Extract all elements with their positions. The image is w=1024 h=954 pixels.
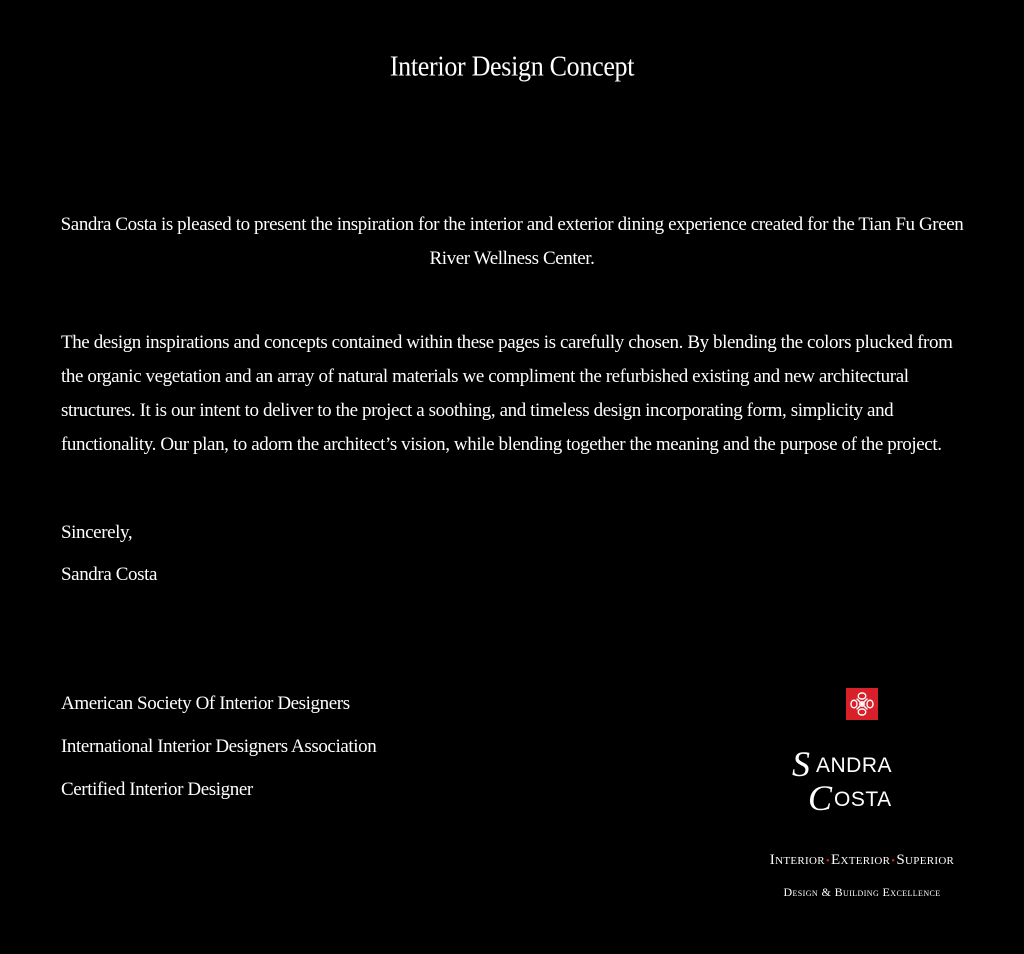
wordmark-rest-line1: ANDRA — [816, 754, 893, 777]
tagline-separator-icon: • — [891, 855, 896, 867]
closing-block — [61, 512, 157, 596]
ornamental-flourish-icon — [846, 688, 878, 720]
credential-item: International Interior Designers Association — [61, 736, 377, 757]
wordmark-initial-s: S — [792, 744, 810, 784]
brand-logo — [730, 688, 994, 908]
tagline-word: Superior — [896, 852, 955, 868]
body-paragraph: The design inspirations and concepts contained within these pages is carefully chosen. By blending the colors plucked from the organic vegetation and an array of natural materials we compliment the refurbished existing and new architectural structures. It is our intent to deliver to the project a soothing, and timeless design incorporating form, simplicity and functionality. Our plan, to adorn the architect’s vision, while blending together the meaning and the purpose of the project. — [61, 332, 953, 455]
logo-tagline — [730, 852, 994, 869]
credential-item: Certified Interior Designer — [61, 779, 253, 800]
tagline-word: Interior — [769, 852, 825, 868]
wordmark-rest-line2: OSTA — [834, 788, 892, 811]
tagline-word: Exterior — [831, 852, 891, 868]
logo-subtagline: Design & Building Excellence — [783, 885, 941, 899]
page-title: Interior Design Concept — [389, 50, 635, 83]
signature-name: Sandra Costa — [61, 564, 157, 585]
credentials-list — [61, 682, 376, 811]
brand-wordmark — [786, 732, 946, 822]
tagline-separator-icon: • — [825, 855, 830, 867]
credential-item: American Society Of Interior Designers — [61, 693, 350, 714]
intro-paragraph: Sandra Costa is pleased to present the inspiration for the interior and exterior dining experience created for the Tian Fu Green River Wellness Center. — [60, 214, 964, 269]
closing-salutation: Sincerely, — [61, 522, 133, 543]
wordmark-initial-c: C — [808, 778, 833, 818]
